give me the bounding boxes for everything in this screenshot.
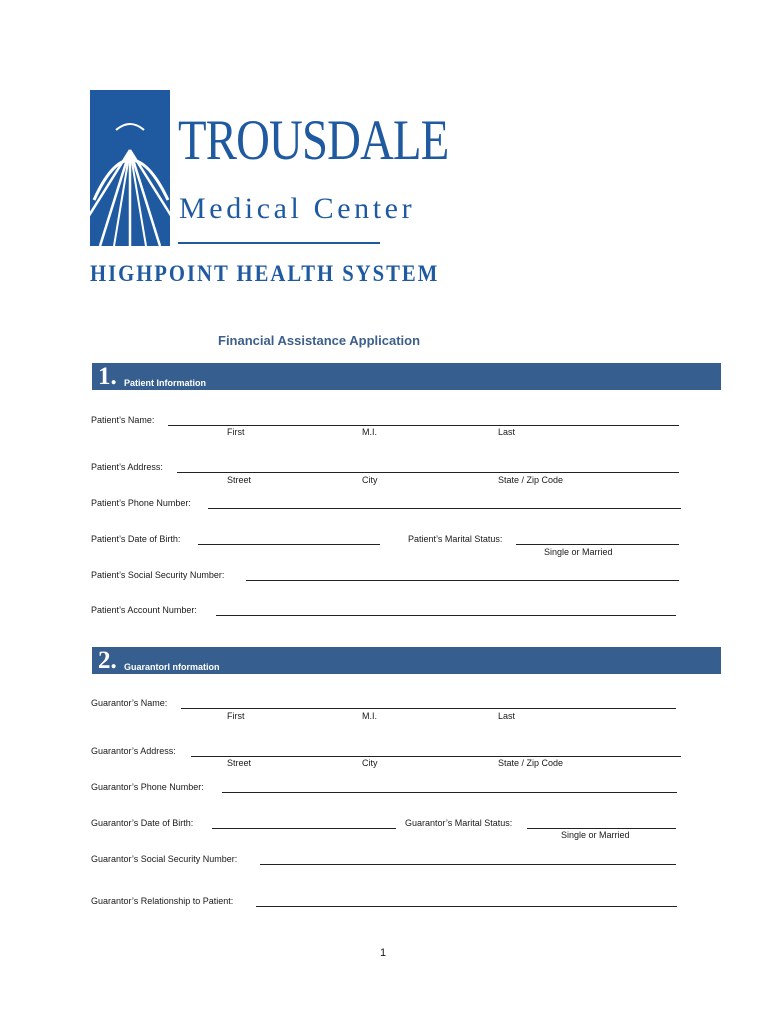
hint-first: First: [227, 711, 245, 721]
patient-marital-field[interactable]: [516, 544, 679, 545]
hint-last: Last: [498, 427, 516, 437]
guarantor-dob-label: Guarantor’s Date of Birth:: [91, 818, 194, 828]
guarantor-ssn-label: Guarantor’s Social Security Number:: [91, 854, 238, 864]
patient-ssn-label: Patient’s Social Security Number:: [91, 570, 225, 580]
guarantor-ssn-field[interactable]: [260, 864, 676, 865]
section-number: 1.: [98, 363, 117, 390]
page-title: Financial Assistance Application: [218, 333, 421, 348]
hint-last: Last: [498, 711, 516, 721]
hint-street: Street: [227, 758, 252, 768]
guarantor-name-field[interactable]: [181, 708, 676, 709]
hint-street: Street: [227, 475, 252, 485]
guarantor-address-field[interactable]: [191, 756, 681, 757]
logo-arch-icon: [90, 90, 172, 246]
guarantor-dob-field[interactable]: [212, 828, 396, 829]
guarantor-marital-field[interactable]: [527, 828, 676, 829]
patient-name-field[interactable]: [168, 425, 679, 426]
hint-state-zip: State / Zip Code: [498, 758, 564, 768]
patient-phone-field[interactable]: [208, 508, 681, 509]
section-header-patient: [92, 363, 721, 390]
section-number: 2.: [98, 647, 117, 674]
patient-address-field[interactable]: [177, 472, 679, 473]
logo-divider: [178, 242, 380, 244]
patient-address-label: Patient’s Address:: [91, 462, 163, 472]
hint-city: City: [362, 475, 378, 485]
page-number: 1: [380, 947, 387, 959]
hint-city: City: [362, 758, 378, 768]
hint-single-married: Single or Married: [544, 547, 613, 557]
patient-name-label: Patient’s Name:: [91, 415, 155, 425]
guarantor-name-label: Guarantor’s Name:: [91, 698, 168, 708]
guarantor-address-label: Guarantor’s Address:: [91, 746, 176, 756]
logo-health-system: HIGHPOINT HEALTH SYSTEM: [90, 261, 440, 286]
hint-single-married: Single or Married: [561, 830, 630, 840]
logo-name-secondary: Medical Center: [179, 192, 416, 225]
guarantor-relationship-label: Guarantor’s Relationship to Patient:: [91, 896, 234, 906]
section-label: Patient Information: [124, 378, 207, 388]
guarantor-relationship-field[interactable]: [256, 906, 677, 907]
hint-mi: M.I.: [362, 711, 377, 721]
guarantor-marital-label: Guarantor’s Marital Status:: [405, 818, 513, 828]
patient-ssn-field[interactable]: [246, 580, 679, 581]
hint-first: First: [227, 427, 245, 437]
section-label: GuarantorI nformation: [124, 662, 220, 672]
guarantor-phone-field[interactable]: [222, 792, 677, 793]
patient-dob-label: Patient’s Date of Birth:: [91, 534, 181, 544]
patient-account-field[interactable]: [216, 615, 676, 616]
patient-dob-field[interactable]: [198, 544, 380, 545]
patient-account-label: Patient’s Account Number:: [91, 605, 197, 615]
patient-phone-label: Patient’s Phone Number:: [91, 498, 191, 508]
logo-name-primary: TROUSDALE: [178, 109, 449, 172]
hint-mi: M.I.: [362, 427, 377, 437]
hint-state-zip: State / Zip Code: [498, 475, 564, 485]
section-header-guarantor: [92, 647, 721, 674]
patient-marital-label: Patient’s Marital Status:: [408, 534, 503, 544]
guarantor-phone-label: Guarantor’s Phone Number:: [91, 782, 204, 792]
